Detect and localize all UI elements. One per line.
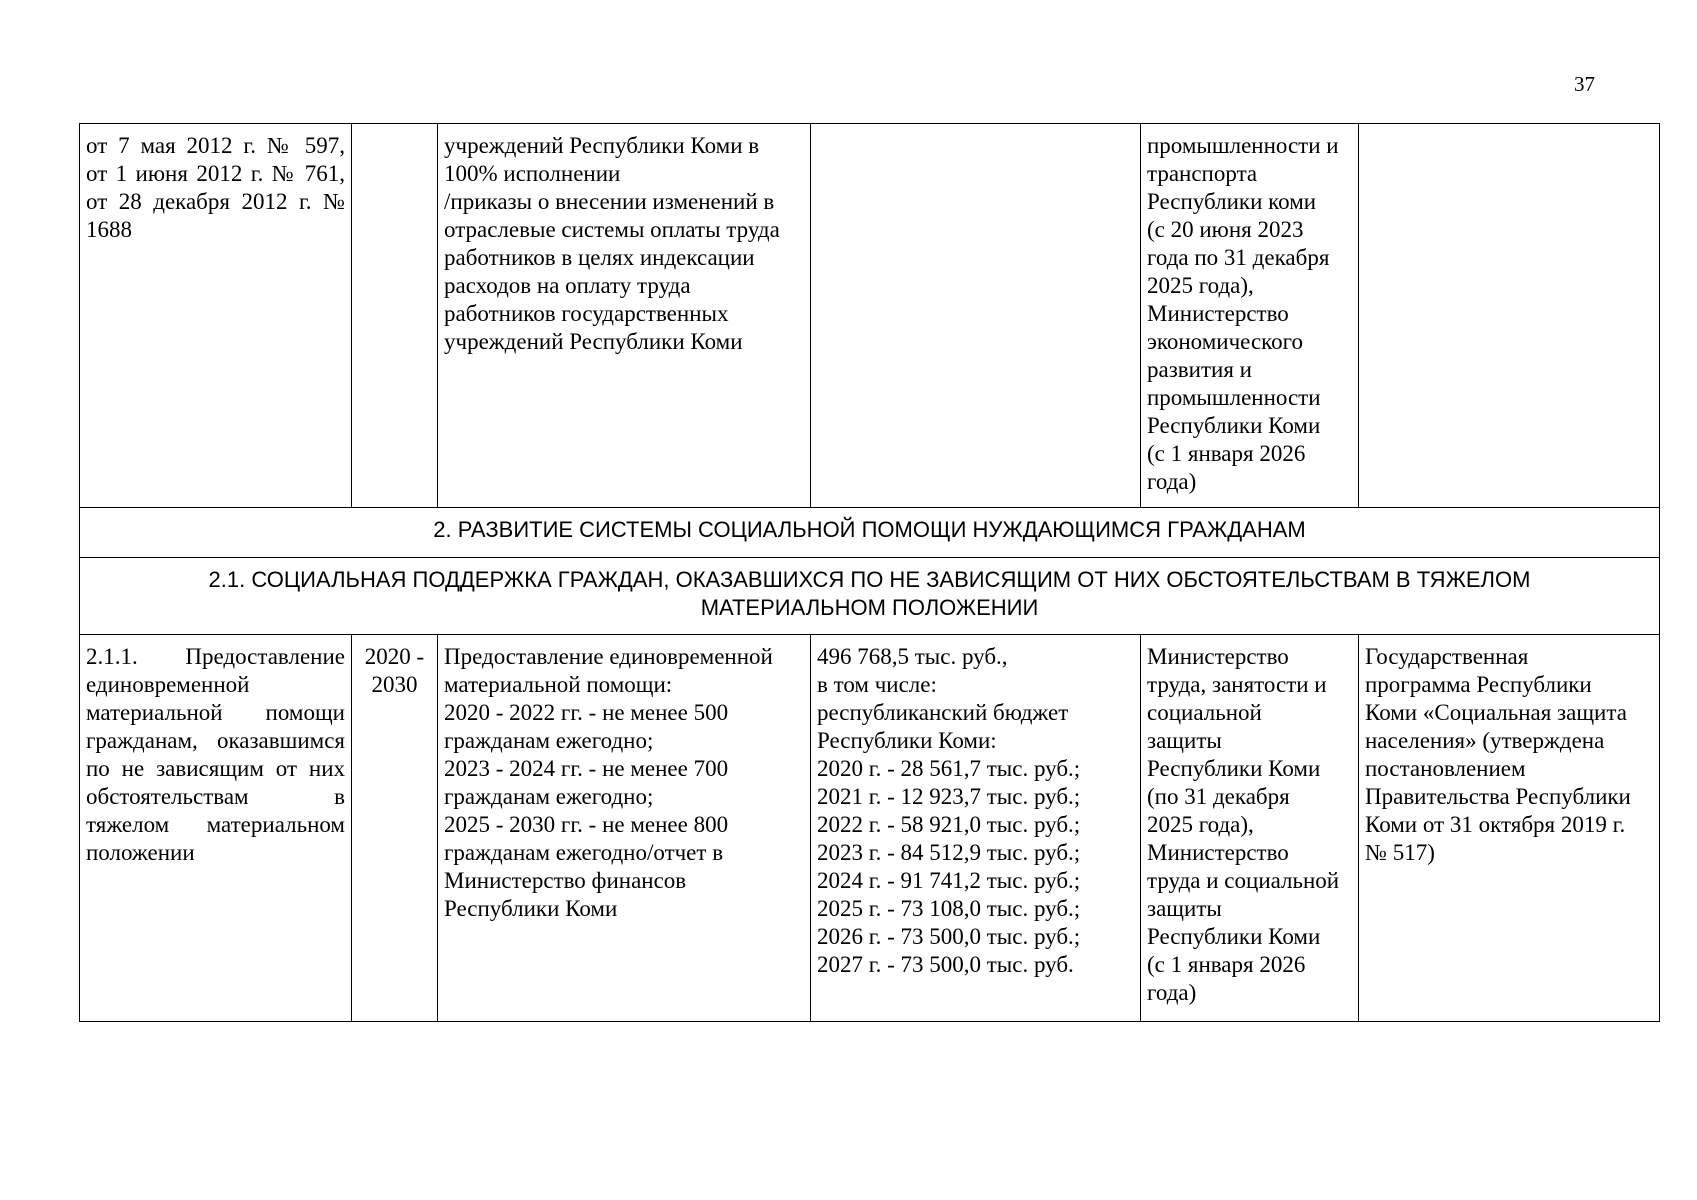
cell-funding <box>811 635 1141 1022</box>
subsection-heading <box>80 558 1660 635</box>
cell-program <box>1359 635 1660 1022</box>
cell-text-line: социальной <box>1147 700 1262 725</box>
cell-text-line: года) <box>1147 469 1197 494</box>
cell-text-line: по не зависящим от них <box>86 756 345 781</box>
cell-text-line: программа Республики <box>1365 672 1592 697</box>
cell-text-line: 2020 - 2022 гг. - не менее 500 <box>444 700 729 725</box>
cell-text-line: в том числе: <box>817 672 937 697</box>
cell-text-line: Министерство <box>1147 840 1289 865</box>
cell-text-line: (по 31 декабря <box>1147 784 1290 809</box>
cell-text-line: защиты <box>1147 728 1222 753</box>
cell-decree-refs <box>80 124 352 508</box>
cell-text-line: Предоставление единовременной <box>444 644 773 669</box>
cell-text-line: материальной помощи <box>86 700 345 725</box>
cell-text-line: положении <box>86 840 195 865</box>
cell-text-line: работников в целях индексации <box>444 245 755 270</box>
cell-text-line: 2021 г. - 12 923,7 тыс. руб.; <box>817 784 1081 809</box>
cell-responsible <box>1141 635 1359 1022</box>
cell-text-line: отраслевые системы оплаты труда <box>444 217 780 242</box>
cell-text-line: учреждений Республики Коми <box>444 329 743 354</box>
cell-text-line: от 7 мая 2012 г. № 597, <box>86 133 345 158</box>
cell-text-line: от 28 декабря 2012 г. № <box>86 189 345 214</box>
cell-text-line: года) <box>1147 980 1197 1005</box>
cell-text-line: 100% исполнении <box>444 161 621 186</box>
cell-text-line: года по 31 декабря <box>1147 245 1330 270</box>
cell-text-line: 2025 - 2030 гг. - не менее 800 <box>444 812 729 837</box>
subsection-heading-row <box>80 558 1660 635</box>
cell-text-line: развития и <box>1147 357 1252 382</box>
cell-text-line: Коми «Социальная защита <box>1365 700 1627 725</box>
cell-text-line: обстоятельствам в <box>86 784 345 809</box>
cell-text-line: труда, занятости и <box>1147 672 1327 697</box>
cell-action-description <box>438 635 811 1022</box>
cell-text-line: тяжелом материальном <box>86 812 345 837</box>
cell-text-line: 2024 г. - 91 741,2 тыс. руб.; <box>817 868 1081 893</box>
cell-text-line: республиканский бюджет <box>817 700 1069 725</box>
cell-text-line: 2027 г. - 73 500,0 тыс. руб. <box>817 952 1074 977</box>
cell-text-line: Государственная <box>1365 644 1529 669</box>
cell-text-line: экономического <box>1147 329 1304 354</box>
cell-text-line: МАТЕРИАЛЬНОМ ПОЛОЖЕНИИ <box>700 595 1039 620</box>
cell-text-line: от 1 июня 2012 г. № 761, <box>86 161 345 186</box>
cell-text-line: 2022 г. - 58 921,0 тыс. руб.; <box>817 812 1081 837</box>
cell-period <box>352 635 438 1022</box>
cell-period <box>352 124 438 508</box>
cell-action-description <box>438 124 811 508</box>
cell-text-line: Республики Коми: <box>817 728 997 753</box>
cell-text-line: работников государственных <box>444 301 729 326</box>
cell-text-line: гражданам ежегодно/отчет в <box>444 840 724 865</box>
cell-text-line: 2020 - <box>364 644 425 669</box>
program-table <box>79 123 1660 1022</box>
cell-text-line: (с 1 января 2026 <box>1147 952 1306 977</box>
cell-text-line: транспорта <box>1147 161 1258 186</box>
cell-text-line: гражданам ежегодно; <box>444 784 654 809</box>
section-heading: 2. РАЗВИТИЕ СИСТЕМЫ СОЦИАЛЬНОЙ ПОМОЩИ НУЖДАЮЩИМСЯ ГРАЖДАНАМ <box>80 508 1660 558</box>
cell-text-line: 2026 г. - 73 500,0 тыс. руб.; <box>817 924 1081 949</box>
cell-program <box>1359 124 1660 508</box>
cell-text-line: труда и социальной <box>1147 868 1340 893</box>
row-2-1-1 <box>80 635 1660 1022</box>
cell-text-line: учреждений Республики Коми в <box>444 133 760 158</box>
cell-text-line: Правительства Республики <box>1365 784 1631 809</box>
cell-text-line: населения» (утверждена <box>1365 728 1605 753</box>
cell-text-line: 2025 года), <box>1147 812 1254 837</box>
cell-text-line: 2025 года), <box>1147 273 1254 298</box>
cell-text-line: материальной помощи: <box>444 672 673 697</box>
cell-text-line: единовременной <box>86 672 250 697</box>
cell-text-line: 1688 <box>86 217 132 242</box>
cell-text-line: промышленности <box>1147 385 1321 410</box>
cell-text-line: Коми от 31 октября 2019 г. <box>1365 812 1626 837</box>
cell-text-line: Республики Коми <box>1147 413 1321 438</box>
cell-text-line: 2020 г. - 28 561,7 тыс. руб.; <box>817 756 1081 781</box>
cell-text-line: 496 768,5 тыс. руб., <box>817 644 1008 669</box>
cell-text-line: 2030 <box>371 672 418 697</box>
cell-measure-name <box>80 635 352 1022</box>
cell-text-line: Министерство <box>1147 301 1289 326</box>
page-number: 37 <box>1574 72 1595 96</box>
cell-text-line: Республики Коми <box>1147 924 1321 949</box>
cell-text-line: защиты <box>1147 896 1222 921</box>
continuation-row <box>80 124 1660 508</box>
cell-text-line: постановлением <box>1365 756 1526 781</box>
cell-responsible <box>1141 124 1359 508</box>
cell-funding <box>811 124 1141 508</box>
cell-text-line: (с 20 июня 2023 <box>1147 217 1304 242</box>
cell-text-line: 2.1. СОЦИАЛЬНАЯ ПОДДЕРЖКА ГРАЖДАН, ОКАЗАВШИХСЯ ПО НЕ ЗАВИСЯЩИМ ОТ НИХ ОБСТОЯТЕЛЬСТВАМ В ТЯЖЕЛОМ <box>208 567 1531 592</box>
cell-text-line: (с 1 января 2026 <box>1147 441 1306 466</box>
cell-text-line: Республики коми <box>1147 189 1317 214</box>
cell-text-line: Республики Коми <box>444 896 618 921</box>
cell-text-line: 2023 г. - 84 512,9 тыс. руб.; <box>817 840 1081 865</box>
cell-text-line: Республики Коми <box>1147 756 1321 781</box>
cell-text-line: 2025 г. - 73 108,0 тыс. руб.; <box>817 896 1081 921</box>
section-heading-row <box>80 508 1660 558</box>
cell-text-line: 2023 - 2024 гг. - не менее 700 <box>444 756 729 781</box>
cell-text-line: Министерство <box>1147 644 1289 669</box>
cell-text-line: гражданам ежегодно; <box>444 728 654 753</box>
cell-text-line: /приказы о внесении изменений в <box>444 189 775 214</box>
cell-text-line: расходов на оплату труда <box>444 273 691 298</box>
cell-text-line: № 517) <box>1365 840 1435 865</box>
cell-text-line: 2.1.1. Предоставление <box>86 644 345 669</box>
cell-text-line: Министерство финансов <box>444 868 687 893</box>
cell-text-line: промышленности и <box>1147 133 1339 158</box>
cell-text-line: гражданам, оказавшимся <box>86 728 345 753</box>
